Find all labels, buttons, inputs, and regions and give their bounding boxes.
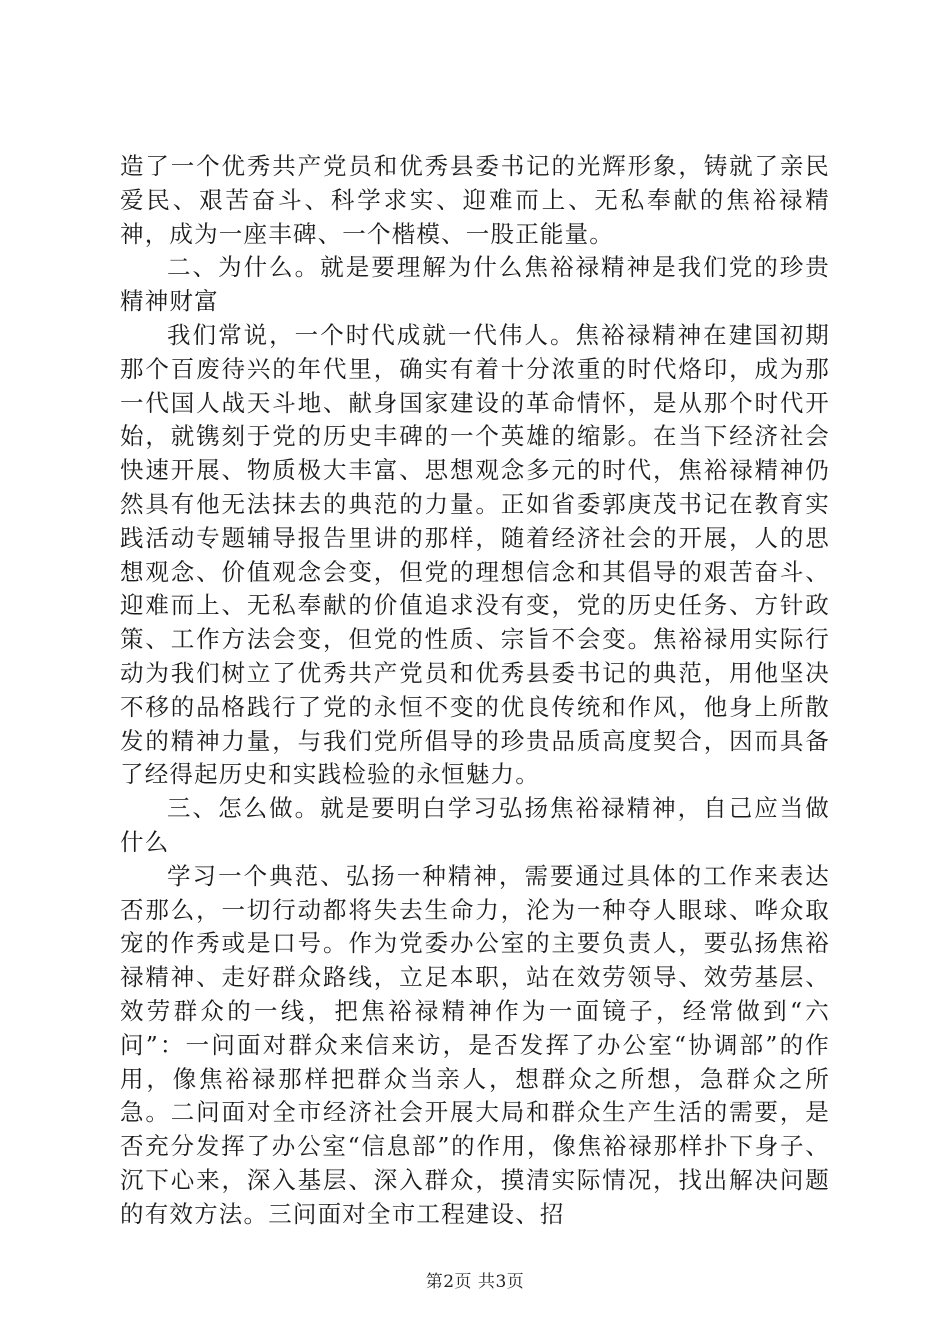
section-heading-how: 三、怎么做。就是要明白学习弘扬焦裕禄精神，自己应当做什么 — [120, 794, 830, 856]
paragraph-why-body: 我们常说，一个时代成就一代伟人。焦裕禄精神在建国初期那个百废待兴的年代里，确实有着十分浓重的时代烙印，成为那一代国人战天斗地、献身国家建设的革命情怀，是从那个时代开始，就镌刻于党的历史丰碑的一个英雄的缩影。在当下经济社会快速开展、物质极大丰富、思想观念多元的时代，焦裕禄精神仍然具有他无法抹去的典范的力量。正如省委郭庚茂书记在教育实践活动专题辅导报告里讲的那样，随着经济社会的开展，人的思想观念、价值观念会变，但党的理想信念和其倡导的艰苦奋斗、迎难而上、无私奉献的价值追求没有变，党的历史任务、方针政策、工作方法会变，但党的性质、宗旨不会变。焦裕禄用实际行动为我们树立了优秀共产党员和优秀县委书记的典范，用他坚决不移的品格践行了党的永恒不变的优良传统和作风，他身上所散发的精神力量，与我们党所倡导的珍贵品质高度契合，因而具备了经得起历史和实践检验的永恒魅力。 — [120, 320, 830, 789]
paragraph-how-body: 学习一个典范、弘扬一种精神，需要通过具体的工作来表达否那么，一切行动都将失去生命力，沦为一种夺人眼球、哗众取宠的作秀或是口号。作为党委办公室的主要负责人，要弘扬焦裕禄精神、走好群众路线，立足本职，站在效劳领导、效劳基层、效劳群众的一线，把焦裕禄精神作为一面镜子，经常做到“六问”：一问面对群众来信来访，是否发挥了办公室“协调部”的作用，像焦裕禄那样把群众当亲人，想群众之所想，急群众之所急。二问面对全市经济社会开展大局和群众生产生活的需要，是否充分发挥了办公室“信息部”的作用，像焦裕禄那样扑下身子、沉下心来，深入基层、深入群众，摸清实际情况，找出解决问题的有效方法。三问面对全市工程建设、招 — [120, 861, 830, 1228]
section-heading-why: 二、为什么。就是要理解为什么焦裕禄精神是我们党的珍贵精神财富 — [120, 253, 830, 316]
document-body — [120, 150, 830, 1232]
paragraph-continuation: 造了一个优秀共产党员和优秀县委书记的光辉形象，铸就了亲民爱民、艰苦奋斗、科学求实、迎难而上、无私奉献的焦裕禄精神，成为一座丰碑、一个楷模、一股正能量。 — [120, 152, 830, 248]
page-number-footer: 第2页 共3页 — [425, 1272, 525, 1292]
